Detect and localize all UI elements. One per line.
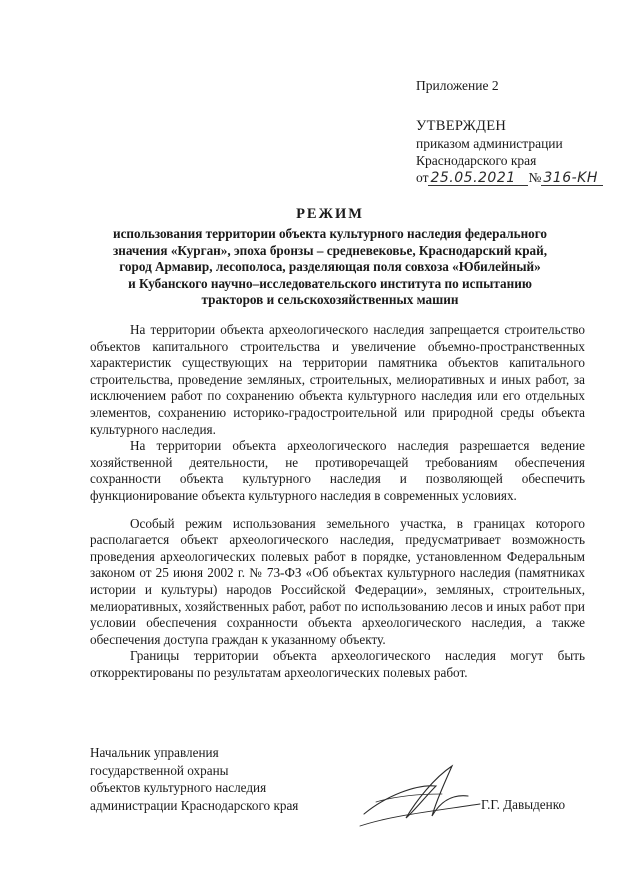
- number-prefix: №: [528, 170, 542, 185]
- approval-order-line: [416, 169, 603, 186]
- approval-block: [416, 118, 603, 186]
- subtitle-line: и Кубанского научно–исследовательского института по испытанию: [128, 275, 532, 291]
- paragraph-permissions: На территории объекта археологического наследия разрешается ведение хозяйственной деятельности, не противоречащей требованиям обеспечения сохранности объекта культурного наследия и позволяющей обеспечить функционирование объекта культурного наследия в современных условиях.: [90, 438, 585, 503]
- document-body: [90, 322, 585, 681]
- document-title: РЕЖИМ: [296, 206, 364, 222]
- paragraph-prohibitions: На территории объекта археологического наследия запрещается строительство объектов капитального строительства и увеличение объемно-пространственных характеристик существующих на территории памятника объектов капитального строительства, проведение земляных, строительных, мелиоративных и иных работ, за исключением работ по сохранению объекта культурного наследия или его отдельных элементов, сохранению историко-градостроительной или природной среды объекта культурного наследия.: [90, 322, 585, 437]
- subtitle-line: тракторов и сельскохозяйственных машин: [201, 292, 459, 308]
- appendix-label: Приложение 2: [416, 78, 499, 93]
- signatory-position: [90, 744, 298, 814]
- signatory-line: объектов культурного наследия: [90, 780, 267, 795]
- handwritten-date: 25.05.2021: [428, 171, 528, 186]
- signatory-line: администрации Краснодарского края: [90, 797, 299, 813]
- document-heading: [60, 206, 600, 309]
- from-prefix: от: [416, 170, 429, 185]
- handwritten-number: 316-KH: [541, 171, 603, 186]
- signatory-name: Г.Г. Давыденко: [481, 797, 566, 812]
- approval-title: УТВЕРЖДЕН: [416, 118, 507, 134]
- paragraph-special-regime: Особый режим использования земельного участка, в границах которого располагается объект археологического наследия, предусматривает возможность проведения археологических полевых работ в порядке, установленном Федеральным законом от 25 июня 2002 г. № 73-ФЗ «Об объектах культурного наследия (памятниках истории и культуры) народов Российской Федерации», земляных, строительных, мелиоративных, хозяйственных работ, работ по использованию лесов и иных работ при условии обеспечения сохранности объекта археологического наследия, а также обеспечения доступа граждан к указанному объекту.: [90, 515, 585, 647]
- handwritten-signature: [356, 756, 486, 828]
- approval-line-2: Краснодарского края: [416, 153, 537, 168]
- signatory-line: государственной охраны: [90, 762, 229, 778]
- approval-line-1: приказом администрации: [416, 136, 563, 151]
- signatory-line: Начальник управления: [90, 745, 219, 760]
- subtitle-line: значения «Курган», эпоха бронзы – средневековье, Краснодарский край,: [112, 242, 548, 258]
- document-subtitle: [60, 226, 600, 309]
- paragraph-boundaries: Границы территории объекта археологического наследия могут быть откорректированы по результатам археологических полевых работ.: [90, 648, 585, 680]
- subtitle-line: город Армавир, лесополоса, разделяющая поля совхоза «Юбилейный»: [119, 259, 541, 275]
- subtitle-line: использования территории объекта культурного наследия федерального: [112, 226, 548, 241]
